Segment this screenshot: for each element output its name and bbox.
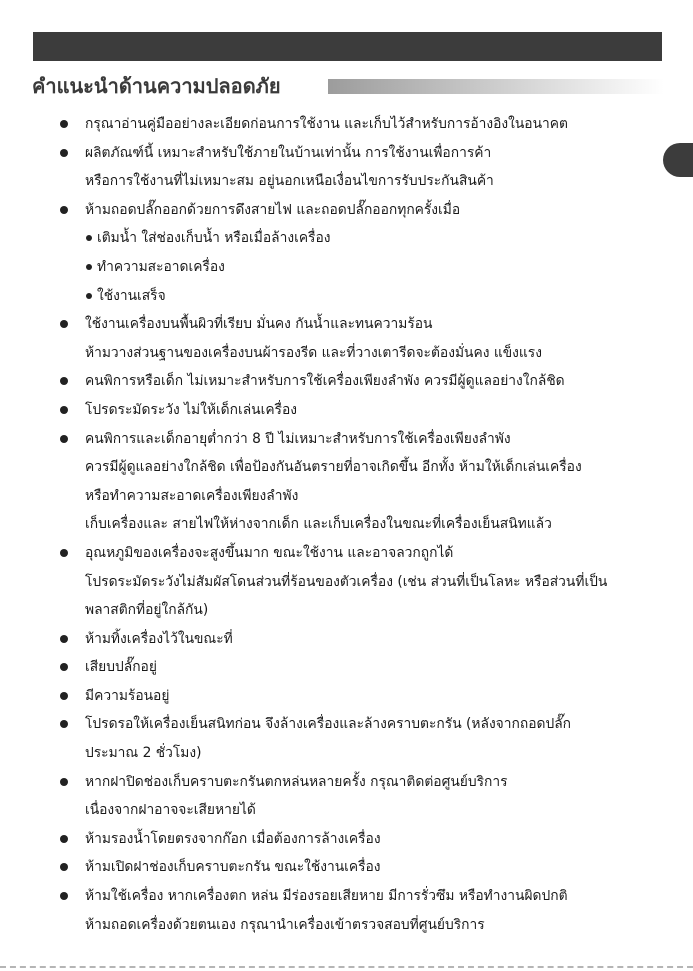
sub-bullet-item	[0, 224, 693, 253]
line-text: ใช้งานเครื่องบนพื้นผิวที่เรียบ มั่นคง กันน้ำและทนความร้อน	[85, 316, 433, 333]
bullet-item	[0, 110, 693, 139]
continuation-line	[0, 339, 693, 368]
continuation-line	[0, 482, 693, 511]
bullet-item	[0, 425, 693, 454]
bullet-item	[0, 625, 693, 654]
sub-bullet-item	[0, 253, 693, 282]
line-text: ทำความสะอาดเครื่อง	[97, 258, 225, 275]
line-text: เสียบปลั๊กอยู่	[85, 659, 157, 676]
bullet-dot-icon	[60, 120, 68, 128]
bullet-dot-icon	[60, 663, 68, 671]
line-text: หรือการใช้งานที่ไม่เหมาะสม อยู่นอกเหนือเงื่อนไขการรับประกันสินค้า	[85, 173, 494, 190]
bullet-item	[0, 396, 693, 425]
bullet-item	[0, 682, 693, 711]
line-text: คนพิการและเด็กอายุต่ำกว่า 8 ปี ไม่เหมาะสำหรับการใช้เครื่องเพียงลำพัง	[85, 430, 511, 447]
continuation-line	[0, 739, 693, 768]
sub-bullet-dot-icon	[86, 235, 92, 241]
line-text: โปรดระมัดระวัง ไม่ให้เด็กเล่นเครื่อง	[85, 401, 297, 418]
line-text: เนื่องจากฝาอาจจะเสียหายได้	[85, 802, 256, 819]
bullet-dot-icon	[60, 692, 68, 700]
bullet-dot-icon	[60, 406, 68, 414]
line-text: กรุณาอ่านคู่มืออย่างละเอียดก่อนการใช้งาน และเก็บไว้สำหรับการอ้างอิงในอนาคต	[85, 116, 568, 132]
bullet-dot-icon	[60, 892, 68, 900]
bullet-dot-icon	[60, 635, 68, 643]
section-title: คำแนะนำด้านความปลอดภัย	[32, 74, 281, 98]
line-text: พลาสติกที่อยู่ใกล้กัน)	[85, 602, 209, 619]
bullet-dot-icon	[60, 320, 68, 328]
line-text: โปรดรอให้เครื่องเย็นสนิทก่อน จึงล้างเครื่องและล้างคราบตะกรัน (หลังจากถอดปลั๊ก	[85, 716, 572, 733]
line-text: เก็บเครื่องและ สายไฟให้ห่างจากเด็ก และเก็บเครื่องในขณะที่เครื่องเย็นสนิทแล้ว	[85, 516, 552, 533]
bullet-dot-icon	[60, 149, 68, 157]
line-text: ผลิตภัณฑ์นี้ เหมาะสำหรับใช้ภายในบ้านเท่านั้น การใช้งานเพื่อการค้า	[85, 144, 492, 161]
bullet-dot-icon	[60, 863, 68, 871]
bullet-item	[0, 853, 693, 882]
line-text: อุณหภูมิของเครื่องจะสูงขึ้นมาก ขณะใช้งาน และอาจลวกถูกได้	[85, 544, 454, 561]
line-text: ใช้งานเสร็จ	[97, 287, 166, 304]
line-text: ห้ามวางส่วนฐานของเครื่องบนผ้ารองรีด และที่วางเตารีดจะต้องมั่นคง แข็งแรง	[85, 344, 542, 361]
bullet-item	[0, 539, 693, 568]
heading-gradient-bar	[328, 79, 664, 94]
line-text: มีความร้อนอยู่	[85, 687, 170, 704]
bullet-item	[0, 768, 693, 797]
sub-bullet-dot-icon	[86, 293, 92, 299]
bullet-item	[0, 882, 693, 911]
line-text: หรือทำความสะอาดเครื่องเพียงลำพัง	[85, 487, 299, 504]
line-text: ควรมีผู้ดูแลอย่างใกล้ชิด เพื่อป้องกันอันตรายที่อาจเกิดขึ้น อีกทั้ง ห้ามให้เด็กเล่นเครื่อง	[85, 459, 582, 476]
bullet-item	[0, 710, 693, 739]
line-text: ห้ามทิ้งเครื่องไว้ในขณะที่	[85, 630, 233, 647]
line-text: ห้ามถอดปลั๊กออกด้วยการดึงสายไฟ และถอดปลั๊กออกทุกครั้งเมื่อ	[85, 201, 461, 218]
continuation-line	[0, 167, 693, 196]
sub-bullet-dot-icon	[86, 264, 92, 270]
header-bar	[33, 32, 662, 61]
bullet-dot-icon	[60, 720, 68, 728]
line-text: ห้ามรองน้ำโดยตรงจากก๊อก เมื่อต้องการล้างเครื่อง	[85, 830, 381, 847]
safety-instructions-list	[0, 110, 693, 939]
bullet-dot-icon	[60, 778, 68, 786]
page-bottom-rule	[0, 966, 693, 968]
bullet-item	[0, 310, 693, 339]
line-text: ห้ามถอดเครื่องด้วยตนเอง กรุณานำเครื่องเข้าตรวจสอบที่ศูนย์บริการ	[85, 916, 485, 933]
bullet-dot-icon	[60, 206, 68, 214]
bullet-dot-icon	[60, 377, 68, 385]
bullet-item	[0, 653, 693, 682]
line-text: คนพิการหรือเด็ก ไม่เหมาะสำหรับการใช้เครื่องเพียงลำพัง ควรมีผู้ดูแลอย่างใกล้ชิด	[85, 373, 565, 390]
line-text: หากฝาปิดช่องเก็บคราบตะกรันตกหล่นหลายครั้ง กรุณาติดต่อศูนย์บริการ	[85, 773, 508, 790]
continuation-line	[0, 510, 693, 539]
section-heading	[32, 70, 664, 102]
bullet-dot-icon	[60, 835, 68, 843]
bullet-item	[0, 139, 693, 168]
line-text: ห้ามใช้เครื่อง หากเครื่องตก หล่น มีร่องรอยเสียหาย มีการรั่วซึม หรือทำงานผิดปกติ	[85, 888, 568, 905]
continuation-line	[0, 596, 693, 625]
continuation-line	[0, 453, 693, 482]
line-text: ประมาณ 2 ชั่วโมง)	[85, 745, 202, 762]
line-text: ห้ามเปิดฝาช่องเก็บคราบตะกรัน ขณะใช้งานเครื่อง	[85, 859, 381, 876]
continuation-line	[0, 568, 693, 597]
bullet-dot-icon	[60, 549, 68, 557]
bullet-item	[0, 825, 693, 854]
line-text: เติมน้ำ ใส่ช่องเก็บน้ำ หรือเมื่อล้างเครื่อง	[97, 230, 331, 247]
continuation-line	[0, 911, 693, 940]
bullet-item	[0, 196, 693, 225]
sub-bullet-item	[0, 282, 693, 311]
continuation-line	[0, 796, 693, 825]
bullet-dot-icon	[60, 435, 68, 443]
bullet-item	[0, 367, 693, 396]
line-text: โปรดระมัดระวังไม่สัมผัสโดนส่วนที่ร้อนของตัวเครื่อง (เช่น ส่วนที่เป็นโลหะ หรือส่วนที่เป็น	[85, 573, 608, 590]
